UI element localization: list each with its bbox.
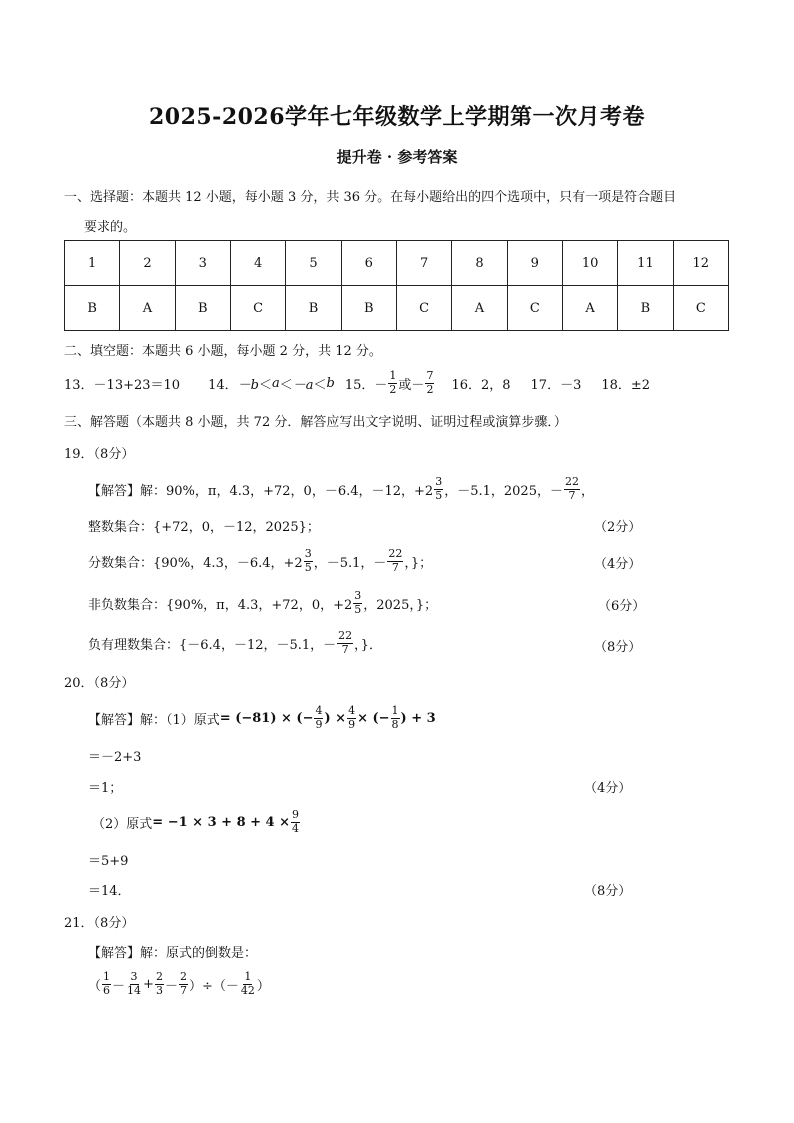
q19-mixed-fraction: $\frac{3}{5}$	[435, 474, 443, 502]
table-cell: A	[120, 286, 175, 331]
q19-fraction-set-text: 分数集合：{90%，4.3，－6.4，+2	[88, 555, 303, 571]
section1-header-line1: 一、选择题：本题共 12 小题，每小题 3 分，共 36 分。在每小题给出的四个选项中，只有一项是符合题目	[64, 190, 677, 205]
q19-intro-line	[88, 472, 594, 506]
table-cell: A	[562, 286, 617, 331]
q21-operator: +	[143, 976, 154, 992]
q21-paren: ）	[256, 978, 270, 994]
page-subtitle: 提升卷 · 参考答案	[336, 148, 458, 166]
q21-fraction: $\frac{1}{42}$	[240, 969, 255, 997]
q14-term: a	[271, 375, 280, 391]
table-cell: 2	[120, 241, 175, 286]
q20-score: （4分）	[584, 781, 632, 796]
q14-number: 14．	[208, 377, 238, 393]
q19-fraction-set-text: ，}；	[404, 555, 433, 571]
q20-expr: ) ×	[324, 710, 347, 726]
q19-nonneg-set-text: 非负数集合：{90%，π，4.3，+72，0，+2	[88, 597, 353, 613]
q20-fraction: $\frac{4}{9}$	[348, 703, 356, 731]
q21-intro: 【解答】解：原式的倒数是：	[88, 946, 258, 961]
q20-fraction: $\frac{4}{9}$	[315, 703, 323, 731]
q15-fraction: $\frac{1}{2}$	[389, 368, 397, 396]
q19-intro: 【解答】解：90%，π，4.3，+72，0，－6.4，－12，+2	[88, 483, 434, 499]
q13-answer: 13．－13+23＝10	[64, 377, 181, 393]
table-cell: 4	[230, 241, 285, 286]
q20-expr: = −1 × 3 + 8 + 4 ×	[152, 814, 291, 830]
q14-term: －b	[237, 377, 259, 393]
q20-expr: = (−81) × (−	[219, 710, 314, 726]
table-cell: 10	[562, 241, 617, 286]
q20-fraction: $\frac{1}{8}$	[391, 703, 399, 731]
q21-fraction: $\frac{2}{3}$	[155, 969, 163, 997]
table-cell: 7	[396, 241, 451, 286]
q20-expr: × (−	[357, 710, 390, 726]
q20-expr: ) + 3	[400, 710, 436, 726]
q20-label: 20．（8分）	[64, 676, 135, 691]
q19-negrat-set-text: 负有理数集合：{－6.4，－12，－5.1，－	[88, 637, 337, 653]
section2-header: 二、填空题：本题共 6 小题，每小题 2 分，共 12 分。	[64, 344, 382, 359]
page-title: 2025-2026学年七年级数学上学期第一次月考卷	[148, 104, 646, 130]
q20-step: ＝1；	[88, 781, 123, 796]
q19-fraction: $\frac{22}{7}$	[564, 474, 579, 502]
table-cell: 11	[618, 241, 673, 286]
q19-score: （2分）	[594, 520, 642, 535]
q21-fraction: $\frac{3}{14}$	[127, 969, 142, 997]
q19-nonneg-set	[88, 586, 437, 620]
q20-part1-line	[88, 700, 436, 736]
q15-fraction: $\frac{7}{2}$	[426, 368, 434, 396]
q15-minus: －	[374, 377, 388, 393]
q21-operator: －	[164, 978, 178, 994]
q19-negrat-set-text: ，}．	[354, 637, 382, 653]
q21-fraction: $\frac{2}{7}$	[179, 969, 187, 997]
q20-part2-line	[92, 804, 301, 840]
q16-answer: 16．2，8	[451, 377, 511, 393]
q19-nonneg-set-text: ，2025，}；	[363, 597, 438, 613]
q14-lt: ＜	[313, 377, 327, 393]
section3-header: 三、解答题（本题共 8 小题，共 72 分．解答应写出文字说明、证明过程或演算步骤．）	[64, 415, 567, 430]
q21-operator: ）÷（－	[188, 978, 239, 994]
table-cell: B	[65, 286, 120, 331]
table-row-answers	[65, 286, 729, 331]
q21-operator: －	[112, 978, 126, 994]
q19-score: （8分）	[594, 640, 642, 655]
q19-integer-set: 整数集合：{+72，0，－12，2025}；	[88, 520, 320, 535]
q21-expression	[88, 966, 270, 1002]
table-cell: B	[341, 286, 396, 331]
q15-minus: －	[411, 377, 425, 393]
table-cell: C	[673, 286, 728, 331]
q20-step: ＝－2+3	[88, 750, 142, 765]
table-cell: 3	[175, 241, 230, 286]
q20-step: ＝14．	[88, 884, 131, 899]
choice-answers-table	[64, 240, 729, 331]
q14-term: b	[326, 375, 335, 391]
table-cell: B	[175, 286, 230, 331]
fill-blank-answers	[64, 368, 650, 398]
table-cell: C	[230, 286, 285, 331]
table-cell: C	[507, 286, 562, 331]
q20-part2-prefix: （2）原式	[92, 816, 153, 832]
table-cell: A	[452, 286, 507, 331]
table-cell: 1	[65, 241, 120, 286]
table-cell: B	[618, 286, 673, 331]
q19-intro-end: ，	[580, 483, 594, 499]
q19-mixed-fraction: $\frac{3}{5}$	[354, 588, 362, 616]
table-cell: 8	[452, 241, 507, 286]
table-cell: 9	[507, 241, 562, 286]
q21-paren: （	[88, 978, 102, 994]
table-cell: 6	[341, 241, 396, 286]
q19-fraction-set	[88, 544, 432, 578]
q20-step: ＝5+9	[88, 854, 129, 869]
q20-part1-prefix: 【解答】解：（1）原式	[88, 712, 220, 728]
q21-label: 21．（8分）	[64, 916, 135, 931]
q19-mixed-fraction: $\frac{3}{5}$	[304, 546, 312, 574]
q19-label: 19．（8分）	[64, 447, 135, 462]
section1-header-line2: 要求的。	[84, 220, 137, 235]
q14-lt: ＜	[258, 377, 272, 393]
q14-term: －a	[292, 377, 314, 393]
q19-fraction: $\frac{22}{7}$	[388, 546, 403, 574]
q19-fraction-set-text: ，－5.1，－	[313, 555, 387, 571]
table-cell: 5	[286, 241, 341, 286]
q18-answer: 18．±2	[601, 377, 651, 393]
q19-intro-tail: ，－5.1，2025，－	[444, 483, 563, 499]
q20-fraction: $\frac{9}{4}$	[292, 807, 300, 835]
q21-fraction: $\frac{1}{6}$	[103, 969, 111, 997]
q20-score: （8分）	[584, 884, 632, 899]
table-row-numbers	[65, 241, 729, 286]
q19-fraction: $\frac{22}{7}$	[338, 628, 353, 656]
q15-or: 或	[398, 377, 412, 393]
q19-negrat-set	[88, 626, 382, 660]
q19-score: （4分）	[594, 557, 642, 572]
table-cell: B	[286, 286, 341, 331]
q19-score: （6分）	[598, 599, 646, 614]
table-cell: 12	[673, 241, 728, 286]
q17-answer: 17．－3	[530, 377, 582, 393]
q15-number: 15．	[344, 377, 375, 393]
q14-lt: ＜	[279, 377, 293, 393]
table-cell: C	[396, 286, 451, 331]
